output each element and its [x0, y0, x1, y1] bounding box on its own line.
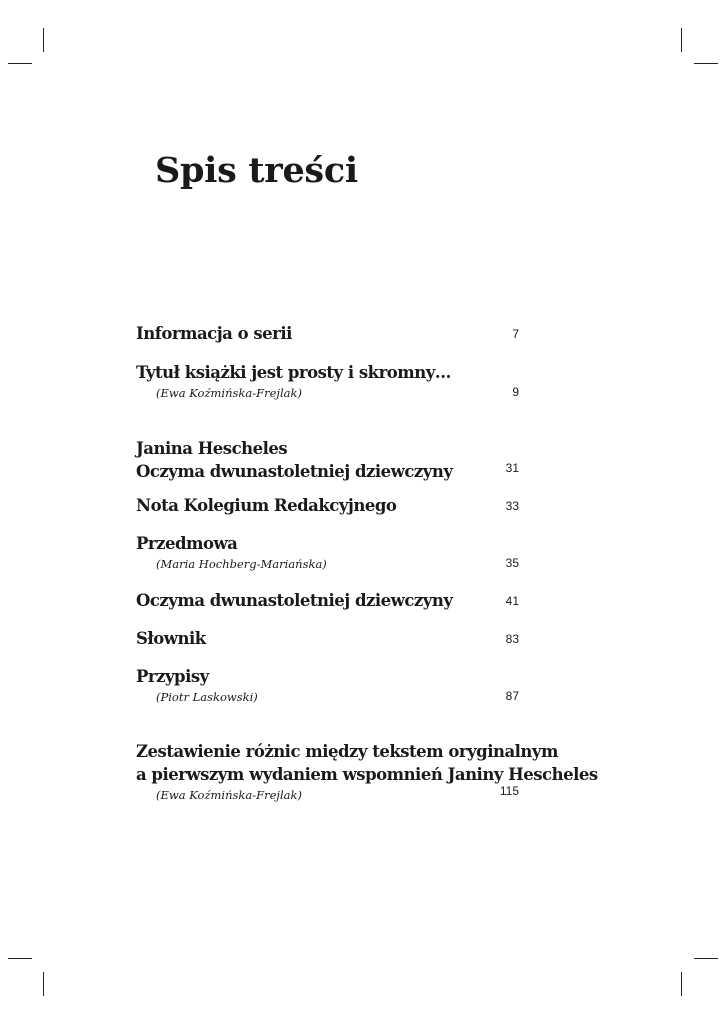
- toc-entry-author: (Piotr Laskowski): [156, 690, 258, 704]
- toc-entry-page: 41: [505, 594, 519, 608]
- toc-entry-author: (Ewa Koźmińska-Frejlak): [156, 788, 302, 802]
- toc-entry-page: 7: [512, 327, 519, 341]
- toc-entry: [136, 532, 519, 573]
- toc-entry-title: Tytuł książki jest prosty i skromny…: [136, 363, 451, 382]
- toc-entry-page: 35: [505, 556, 519, 570]
- toc-entry-author: (Maria Hochberg-Mariańska): [156, 557, 327, 571]
- crop-mark-bottom-left-horizontal: [8, 958, 32, 959]
- toc-entry: [136, 322, 519, 345]
- toc-entry: [136, 494, 519, 517]
- crop-mark-bottom-left-vertical: [43, 972, 44, 996]
- toc-entry: [136, 740, 598, 804]
- toc-entry: [136, 665, 519, 706]
- crop-mark-top-left-vertical: [43, 28, 44, 52]
- toc-entry-title: Oczyma dwunastoletniej dziewczyny: [136, 591, 453, 610]
- toc-entry-page: 87: [505, 689, 519, 703]
- crop-mark-bottom-right-horizontal: [694, 958, 718, 959]
- toc-entry-page: 33: [505, 499, 519, 513]
- toc-entry-author: (Ewa Koźmińska-Frejlak): [156, 386, 302, 400]
- crop-mark-top-right-vertical: [681, 28, 682, 52]
- toc-entry-title: Przypisy: [136, 667, 209, 686]
- toc-entry: [136, 627, 519, 650]
- toc-entry-page: 115: [499, 784, 519, 798]
- toc-entry-title: Zestawienie różnic między tekstem oryginalnym: [136, 742, 558, 761]
- crop-mark-top-right-horizontal: [694, 63, 718, 64]
- toc-entry: [136, 589, 519, 612]
- toc-entry-title: Nota Kolegium Redakcyjnego: [136, 496, 397, 515]
- page-title: Spis treści: [155, 150, 358, 191]
- toc-entry: [136, 437, 519, 483]
- toc-entry-title: Przedmowa: [136, 534, 238, 553]
- toc-entry-title: Janina Hescheles: [136, 439, 288, 458]
- toc-entry-title: Słownik: [136, 629, 206, 648]
- crop-mark-top-left-horizontal: [8, 63, 32, 64]
- toc-entry: [136, 361, 519, 402]
- toc-entry-page: 9: [512, 385, 519, 399]
- toc-entry-title: Oczyma dwunastoletniej dziewczyny: [136, 462, 453, 481]
- toc-entry-page: 83: [505, 632, 519, 646]
- toc-entry-page: 31: [505, 461, 519, 475]
- toc-entry-title: a pierwszym wydaniem wspomnień Janiny Hescheles: [136, 765, 598, 784]
- crop-mark-bottom-right-vertical: [681, 972, 682, 996]
- toc-entry-title: Informacja o serii: [136, 324, 292, 343]
